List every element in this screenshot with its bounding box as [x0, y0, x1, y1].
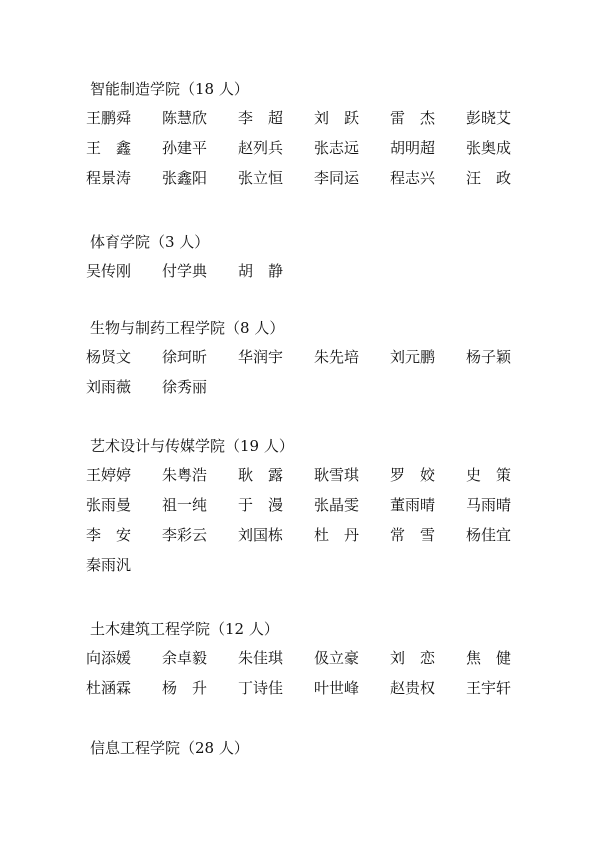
name-grid: [86, 649, 546, 709]
name-row: [86, 139, 546, 169]
person-name: 汪 政: [466, 169, 511, 187]
person-name: 王 鑫: [86, 139, 131, 157]
person-name: 张志远: [314, 139, 360, 157]
person-name: 朱佳琪: [238, 649, 284, 667]
person-name: 赵贵权: [390, 679, 436, 697]
person-name: 朱粤浩: [162, 466, 208, 484]
person-name: 王鹏舜: [86, 109, 132, 127]
person-name: 焦 健: [466, 649, 511, 667]
name-row: [86, 466, 546, 496]
person-name: 叶世峰: [314, 679, 360, 697]
person-name: 李彩云: [162, 526, 208, 544]
person-name: 徐珂昕: [162, 348, 208, 366]
person-name: 史 策: [466, 466, 511, 484]
section-heading: 生物与制药工程学院（8 人）: [90, 319, 285, 337]
person-name: 雷 杰: [390, 109, 435, 127]
person-name: 张雨曼: [86, 496, 132, 514]
person-name: 朱先培: [314, 348, 360, 366]
name-row: [86, 679, 546, 709]
person-name: 向添媛: [86, 649, 132, 667]
person-name: 张立恒: [238, 169, 284, 187]
person-name: 于 漫: [238, 496, 283, 514]
person-name: 马雨晴: [466, 496, 512, 514]
section-civil-architecture: [86, 618, 546, 709]
person-name: 吴传刚: [86, 262, 132, 280]
section-heading: 智能制造学院（18 人）: [90, 80, 249, 98]
person-name: 耿 露: [238, 466, 283, 484]
person-name: 陈慧欣: [162, 109, 208, 127]
person-name: 张奥成: [466, 139, 512, 157]
name-row: [86, 109, 546, 139]
section-information-engineering: [86, 737, 546, 768]
section-intelligent-manufacturing: [86, 78, 546, 199]
person-name: 李同运: [314, 169, 360, 187]
name-row: [86, 169, 546, 199]
person-name: 耿雪琪: [314, 466, 360, 484]
section-heading: 体育学院（3 人）: [90, 233, 210, 251]
person-name: 王宇轩: [466, 679, 512, 697]
section-heading: 信息工程学院（28 人）: [90, 739, 249, 757]
person-name: 刘 恋: [390, 649, 435, 667]
section-bio-pharma-engineering: [86, 317, 546, 408]
person-name: 刘雨薇: [86, 378, 132, 396]
name-grid: [86, 109, 546, 199]
name-row: [86, 526, 546, 556]
person-name: 董雨晴: [390, 496, 436, 514]
person-name: 杨佳宜: [466, 526, 512, 544]
person-name: 王婷婷: [86, 466, 132, 484]
person-name: 张鑫阳: [162, 169, 208, 187]
person-name: 胡明超: [390, 139, 436, 157]
person-name: 杨子颖: [466, 348, 512, 366]
person-name: 华润宇: [238, 348, 284, 366]
name-row: [86, 378, 546, 408]
person-name: 杨贤文: [86, 348, 132, 366]
person-name: 李 超: [238, 109, 283, 127]
person-name: 祖一纯: [162, 496, 208, 514]
person-name: 胡 静: [238, 262, 283, 280]
person-name: 赵列兵: [238, 139, 284, 157]
person-name: 张晶雯: [314, 496, 360, 514]
name-grid: [86, 262, 546, 292]
section-art-design-media: [86, 435, 546, 586]
person-name: 付学典: [162, 262, 208, 280]
section-physical-education: [86, 231, 546, 292]
person-name: 杜 丹: [314, 526, 359, 544]
person-name: 刘国栋: [238, 526, 284, 544]
person-name: 刘 跃: [314, 109, 359, 127]
person-name: 徐秀丽: [162, 378, 208, 396]
name-grid: [86, 466, 546, 586]
person-name: 丁诗佳: [238, 679, 284, 697]
person-name: 杨 升: [162, 679, 207, 697]
person-name: 伋立豪: [314, 649, 360, 667]
section-heading: 土木建筑工程学院（12 人）: [90, 620, 279, 638]
name-row: [86, 348, 546, 378]
section-heading: 艺术设计与传媒学院（19 人）: [90, 437, 294, 455]
person-name: 秦雨汎: [86, 556, 132, 574]
person-name: 程景涛: [86, 169, 132, 187]
name-grid: [86, 348, 546, 408]
person-name: 罗 姣: [390, 466, 435, 484]
person-name: 刘元鹏: [390, 348, 436, 366]
name-row: [86, 649, 546, 679]
person-name: 程志兴: [390, 169, 436, 187]
person-name: 杜涵霖: [86, 679, 132, 697]
person-name: 孙建平: [162, 139, 208, 157]
person-name: 彭晓艾: [466, 109, 512, 127]
person-name: 李 安: [86, 526, 131, 544]
name-row: [86, 556, 546, 586]
name-row: [86, 496, 546, 526]
person-name: 余卓毅: [162, 649, 208, 667]
name-row: [86, 262, 546, 292]
person-name: 常 雪: [390, 526, 435, 544]
